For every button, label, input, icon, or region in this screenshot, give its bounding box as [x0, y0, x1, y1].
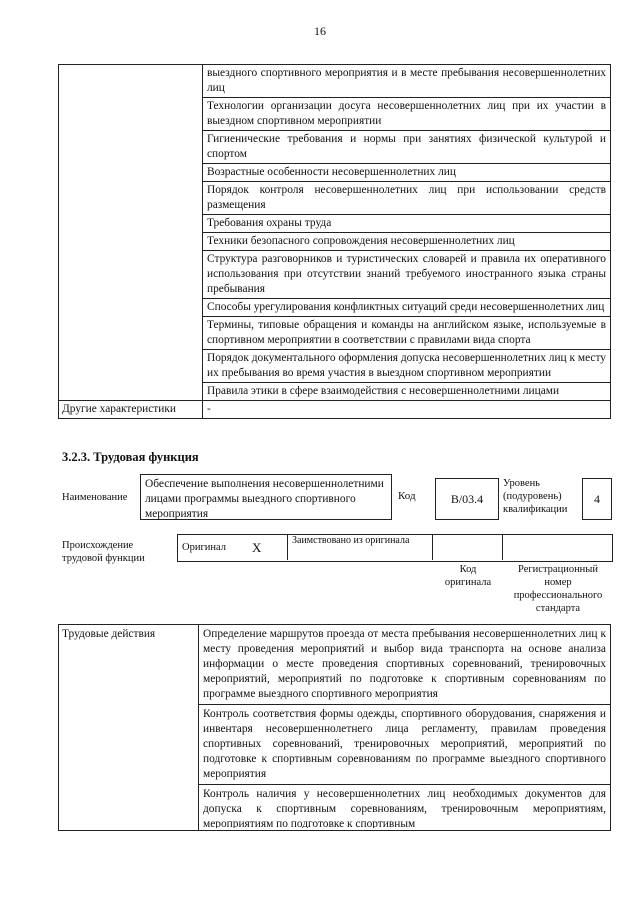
table-cell: Структура разговорников и туристических словарей и правила их оперативного использования при отсутствии знаний требуемого иностранного языка страны пребывания	[203, 251, 611, 299]
table-cell: Порядок контроля несовершеннолетних лиц при использовании средств размещения	[203, 182, 611, 215]
table-row	[59, 65, 611, 98]
function-name-value: Обеспечение выполнения несовершеннолетними лицами программы выездного спортивного мероприятия	[145, 478, 384, 520]
labor-actions-table	[58, 624, 611, 831]
table-row	[59, 625, 611, 705]
code-value: B/03.4	[450, 491, 484, 506]
table-cell: Возрастные особенности несовершеннолетних лиц	[203, 164, 611, 182]
table-cell: Техники безопасного сопровождения несовершеннолетних лиц	[203, 233, 611, 251]
table-cell: Гигиенические требования и нормы при занятиях физической культурой и спортом	[203, 131, 611, 164]
table-row	[59, 401, 611, 419]
page-number: 16	[314, 24, 326, 38]
code-box	[435, 478, 499, 520]
reg-number-caption: Регистрационный номер профессионального стандарта	[513, 564, 603, 614]
original-label: Оригинал	[182, 542, 226, 553]
origin-label: Происхождение трудовой функции	[62, 540, 145, 564]
level-value: 4	[594, 491, 600, 506]
original-mark: X	[252, 540, 262, 555]
labor-actions-label: Трудовые действия	[59, 625, 199, 831]
level-label: Уровень (подуровень) квалификации	[503, 478, 568, 515]
name-label: Наименование	[62, 492, 128, 503]
table-label-cell	[59, 65, 203, 401]
table-cell-truncated	[199, 785, 611, 831]
borrowed-label: Заимствовано из оригинала	[292, 535, 410, 546]
table-cell: Порядок документального оформления допуска несовершеннолетних лиц к месту их пребывания во время участия в выездном спортивном мероприятии	[203, 350, 611, 383]
table-cell: Контроль соответствия формы одежды, спортивного оборудования, снаряжения и инвентаря несовершеннолетнего лица регламенту, правилам проведения спортивных соревнований, тренировочных мероприятий, мероприятий по подготовке к спортивным соревнованиям по программе выездного спортивного мероприятия	[199, 705, 611, 785]
table-cell: Способы урегулирования конфликтных ситуаций среди несовершеннолетних лиц	[203, 299, 611, 317]
table-cell: Термины, типовые обращения и команды на английском языке, используемые в спортивном мероприятии в соответствии с правилами вида спорта	[203, 317, 611, 350]
table-cell: Технологии организации досуга несовершеннолетних лиц при их участии в выездном спортивном мероприятии	[203, 98, 611, 131]
other-characteristics-value: -	[203, 401, 611, 419]
code-label: Код	[398, 490, 416, 502]
code-original-caption: Код оригинала	[444, 564, 492, 588]
table-cell: Правила этики в сфере взаимодействия с несовершеннолетними лицами	[203, 383, 611, 401]
table-cell: выездного спортивного мероприятия и в месте пребывания несовершеннолетних лиц	[203, 65, 611, 98]
table-cell: Требования охраны труда	[203, 215, 611, 233]
truncated-text: Контроль наличия у несовершеннолетних лиц необходимых документов для допуска к спортивным соревнованиям, тренировочным мероприятиям, мероприятиям по подготовке к спортивным	[203, 788, 606, 828]
table-cell: Определение маршрутов проезда от места пребывания несовершеннолетних лиц к месту проведения мероприятий и выбор вида транспорта на основе анализа информации о месте проведения спортивных соревнований, тренировочных мероприятий, мероприятий по подготовке к спортивным соревнованиям по программе выездного спортивного мероприятия	[199, 625, 611, 705]
section-title: 3.2.3. Трудовая функция	[62, 450, 199, 464]
other-characteristics-label: Другие характеристики	[59, 401, 203, 419]
level-box	[582, 478, 612, 520]
origin-divider	[432, 534, 433, 560]
origin-divider	[287, 534, 288, 560]
origin-divider	[502, 534, 503, 560]
function-name-box	[140, 474, 392, 520]
knowledge-table	[58, 64, 611, 419]
